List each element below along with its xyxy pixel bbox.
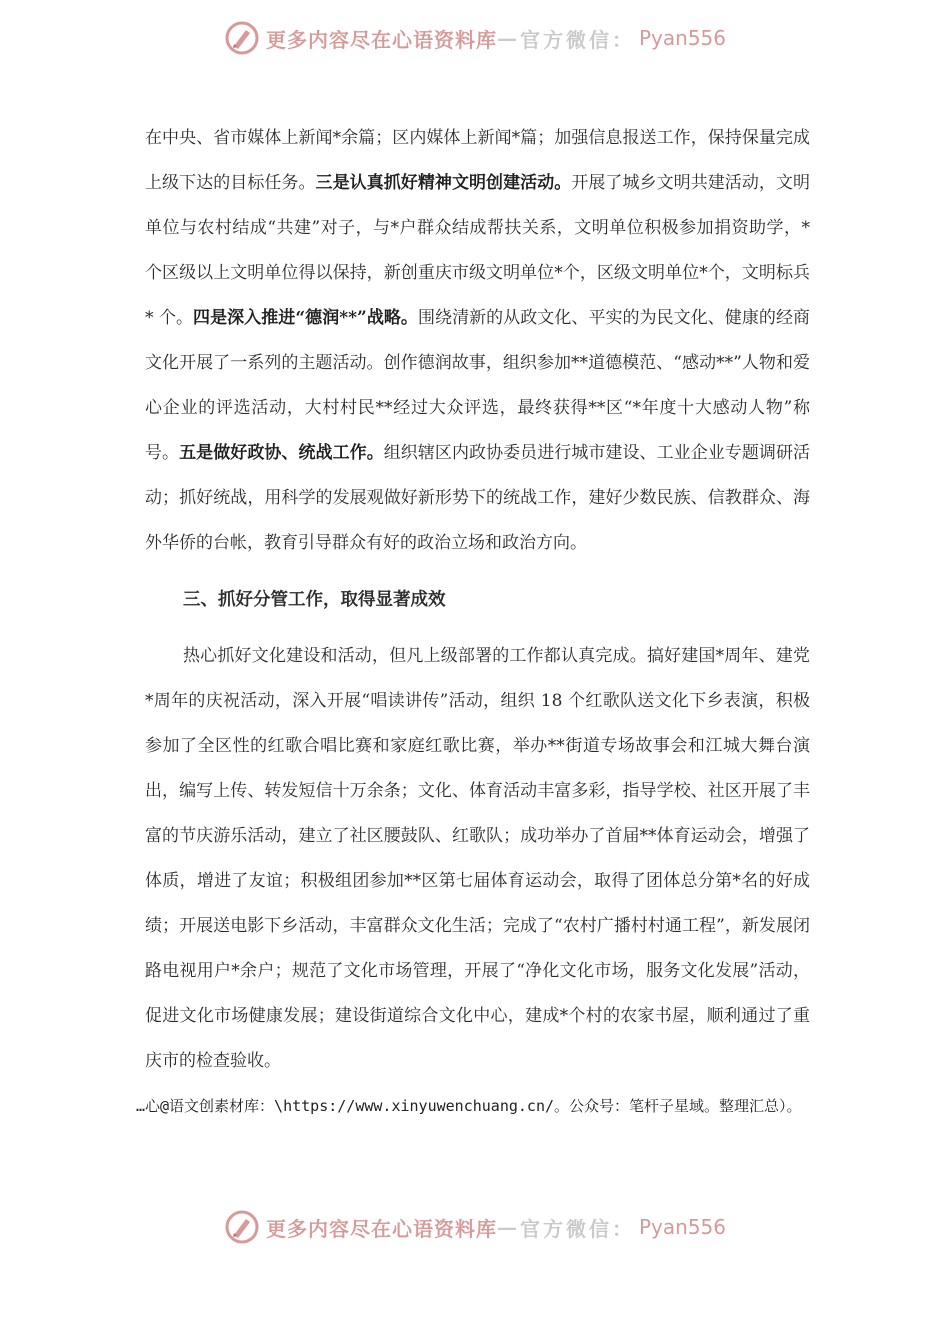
footer-watermark — [0, 1207, 950, 1247]
pen-logo-icon — [224, 1209, 260, 1245]
paragraph-text: 围绕清新的从政文化、平实的为民文化、健康的经商文化开展了一系列的主题活动。创作德润故事，组织参加**道德模范、“感动**”人物和爱心企业的评选活动，大村村民**经过大众评选，最终获得**区“*年度十大感动人物”称号。 — [145, 308, 810, 463]
watermark-wechat-id: Pyan556 — [638, 26, 726, 50]
watermark-wechat-id: Pyan556 — [638, 1215, 726, 1239]
watermark-site: 更多内容尽在心语资料库 — [265, 1216, 497, 1241]
source-footnote: …心@语文创素材库：\https://www.xinyuwenchuang.cn/。公众号：笔杆子星域。整理汇总）。 — [136, 1097, 802, 1115]
watermark-site: 更多内容尽在心语资料库 — [265, 27, 497, 52]
paragraph-text: 组织辖区内政协委员进行城市建设、工业企业专题调研活动；抓好统战，用科学的发展观做好新形势下的统战工作，建好少数民族、信教群众、海外华侨的台帐，教育引导群众有好的政治立场和政治方向。 — [145, 443, 811, 553]
paragraph-text: 在中央、省市媒体上新闻*余篇；区内媒体上新闻*篇；加强信息报送工作，保持保量完成上级下达的目标任务。 — [145, 128, 810, 193]
watermark-separator: — — [496, 1215, 520, 1239]
watermark-separator: — — [496, 26, 520, 50]
paragraph-text: 开展了城乡文明共建活动，文明单位与农村结成“共建”对子，与*户群众结成帮扶关系，文明单位积极参加捐资助学，* 个区级以上文明单位得以保持，新创重庆市级文明单位*个，区级文明单位*个，文明标兵* 个。 — [145, 173, 811, 328]
bold-point-four: 四是深入推进“德润**”战略。 — [193, 308, 418, 328]
body-paragraph-1 — [145, 116, 810, 566]
header-watermark — [0, 18, 950, 58]
watermark-official-label: 官方微信： — [519, 27, 635, 52]
watermark-official-label: 官方微信： — [519, 1216, 635, 1241]
bold-point-five: 五是做好政协、统战工作。 — [179, 443, 384, 463]
pen-logo-icon — [224, 20, 260, 56]
section-heading: 三、抓好分管工作，取得显著成效 — [183, 590, 446, 610]
body-paragraph-2: 热心抓好文化建设和活动，但凡上级部署的工作都认真完成。搞好建国*周年、建党*周年的庆祝活动，深入开展“唱读讲传”活动，组织 18 个红歌队送文化下乡表演，积极参加了全区性的红歌合唱比赛和家庭红歌比赛，举办**街道专场故事会和江城大舞台演出，编写上传、转发短信十万余条；文化、体育活动丰富多彩，指导学校、社区开展了丰富的节庆游乐活动，建立了社区腰鼓队、红歌队；成功举办了首届**体育运动会，增强了体质，增进了友谊；积极组团参加**区第七届体育运动会，取得了团体总分第*名的好成绩；开展送电影下乡活动，丰富群众文化生活；完成了“农村广播村村通工程”，新发展闭路电视用户*余户；规范了文化市场管理，开展了“净化文化市场，服务文化发展”活动，促进文化市场健康发展；建设街道综合文化中心，建成*个村的农家书屋，顺利通过了重庆市的检查验收。 — [145, 646, 810, 1071]
bold-point-three: 三是认真抓好精神文明创建活动。 — [315, 173, 572, 193]
